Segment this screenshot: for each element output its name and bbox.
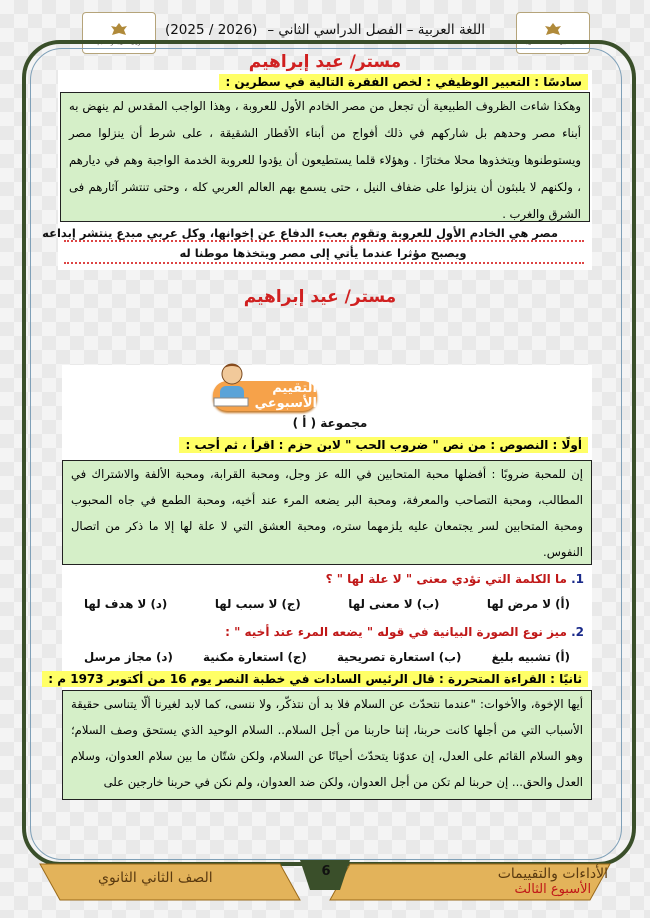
option-d[interactable]: (د) مجاز مرسل xyxy=(84,650,173,664)
header-year: (2025 / 2026) xyxy=(164,22,258,38)
option-b[interactable]: (ب) استعارة تصريحية xyxy=(336,650,462,664)
footer-title: الأداءات والتقييمات xyxy=(497,866,608,882)
question-number: 2. xyxy=(571,625,584,639)
section-six-paragraph: وهكذا شاءت الظروف الطبيعية أن تجعل من مصر الخادم الأول للعروبة ، وهذا الواجب المقدس لم ينهض به أبناء مصر وحدهم بل شاركهم في ذلك أفواج من أبناء الأقطار الشقيقة ، على شرط أن ينزلوا مصر ويستوطنوها ويتخذوها محلا مختارًا . وهؤلاء قلما يستطيعون أن يؤدوا للعروبة الخدمة الواجبة وهم في ديارهم ، ولكنهم لا يلبثون أن ينزلوا على ضفاف النيل ، حتى يسمع بهم العالم العربي كله ، وحتى تنتشر آثارهم فى الشرق والغرب . xyxy=(60,92,590,222)
weekly-evaluation-badge: التقييم الأسبوعي xyxy=(213,381,317,411)
question-text: ما الكلمة التي تؤدي معنى " لا علة لها " ؟ xyxy=(325,572,567,586)
question-text: ميز نوع الصورة البيانية في قوله " يضعه المرء عند أخيه " : xyxy=(225,625,567,639)
dotted-line xyxy=(64,240,584,242)
page-number: 6 xyxy=(321,864,331,879)
group-label: مجموعة ( أ ) xyxy=(292,416,368,430)
section-one-paragraph: إن للمحبة ضروبًا : أفضلها محبة المتحابين في الله عز وجل، ومحبة القرابة، ومحبة الألفة والاشتراك في المطالب، ومحبة التصاحب والمعرفة، ومحبة البر يضعه المرء عند أخيه، ومحبة الطمع في جاه المحبوب ومحبة المتحابين لسر يجتمعان عليه يلزمهما ستره، ومحبة العشق التي لا علة لها إلا ما ذكر من اتصال النفوس. xyxy=(62,460,592,565)
question-2 xyxy=(225,625,584,639)
option-c[interactable]: (ج) لا سبب لها xyxy=(214,597,301,611)
student-reading-icon xyxy=(210,360,252,412)
header-subject: اللغة العربية – الفصل الدراسي الثاني – xyxy=(267,22,486,38)
eagle-emblem-icon xyxy=(543,21,563,39)
author-name: مستر/ عيد إبراهيم xyxy=(243,287,397,307)
section-one-heading: أولًا : النصوص : من نص " ضروب الحب " لابن حزم : اقرأ ، ثم أجب : xyxy=(179,437,588,453)
section-six-heading: سادسًا : التعبير الوظيفي : لخص الفقرة التالية في سطرين : xyxy=(219,74,588,90)
header-title xyxy=(150,18,500,42)
option-a[interactable]: (أ) تشبيه بليغ xyxy=(491,650,570,664)
summary-answer-line-2: ويصبح مؤثرا عندما يأتي إلى مصر ويتخذها موطنا له xyxy=(179,246,467,260)
section-two-paragraph: أيها الإخوة، والأخوات: "عندما نتحدّث عن السلام فلا بد أن نتذكّر، ولا ننسى، كما لابد لغيرنا ألّا يتناسى حقيقة الأسباب التي من أجلها كانت حربنا، إننا حاربنا من أجل السلام.. السلام الوحيد الذي يستحق وصف السلام؛ وهو السلام القائم على العدل، إن عدوّنا يتحدّث أحيانًا عن السلام، ولكن شتّان ما بين سلام العدوان، وسلام العدل والحق... إن حربنا لم تكن من أجل العدوان، ولكن ضد العدوان، ولم نكن في حربنا خارجين على xyxy=(62,690,592,800)
author-name: مستر/ عيد إبراهيم xyxy=(248,52,402,72)
summary-answer-line-1: مصر هي الخادم الأول للعروبة وتقوم بعبء الدفاع عن إخوانها، وكل عربي مبدع ينتشر إبداعه xyxy=(42,226,558,240)
question-2-options xyxy=(84,650,570,664)
option-c[interactable]: (ج) استعارة مكنية xyxy=(203,650,307,664)
option-b[interactable]: (ب) لا معنى لها xyxy=(348,597,440,611)
footer-section xyxy=(498,866,608,898)
logo-caption-left: وزارة التربية والتعليم xyxy=(97,39,141,46)
option-d[interactable]: (د) لا هدف لها xyxy=(84,597,168,611)
footer-grade: الصف الثاني الثانوي xyxy=(98,870,213,886)
question-1-options xyxy=(84,597,570,611)
question-number: 1. xyxy=(571,572,584,586)
footer-week: الأسبوع الثالث xyxy=(514,882,592,897)
dotted-line xyxy=(64,262,584,264)
question-1 xyxy=(326,572,584,586)
logo-caption-right: مكتب خبير مادة اللغة العربية xyxy=(523,39,583,46)
eagle-emblem-icon xyxy=(109,21,129,39)
section-two-heading: ثانيًا : القراءة المتحررة : قال الرئيس السادات في خطبة النصر يوم 16 من أكتوبر 1973 م : xyxy=(42,671,588,687)
option-a[interactable]: (أ) لا مرض لها xyxy=(486,597,570,611)
